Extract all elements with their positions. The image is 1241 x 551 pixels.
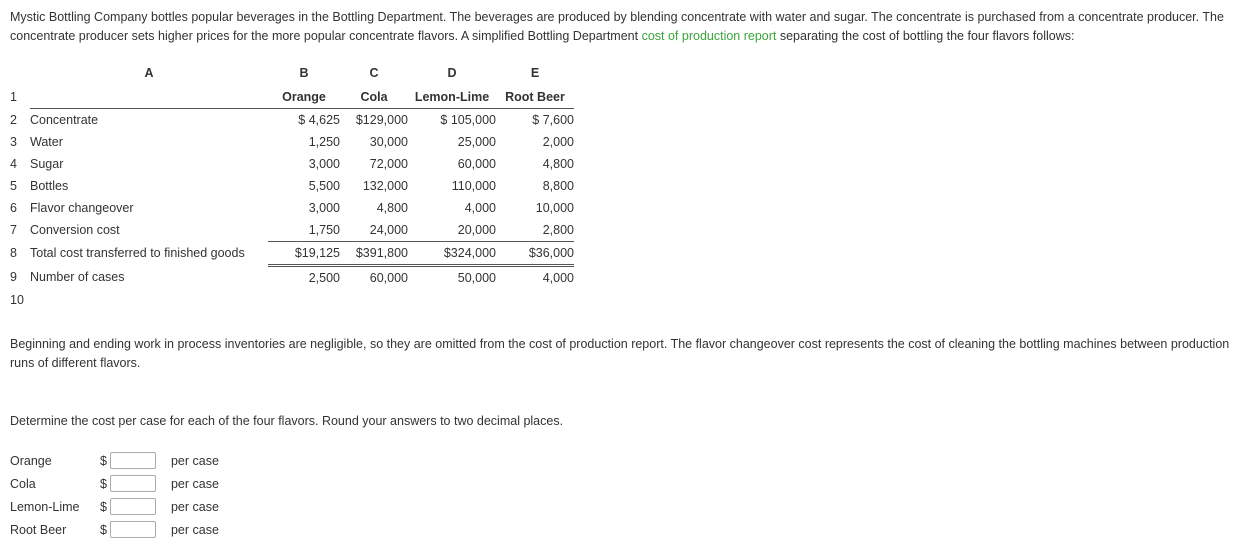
cell-label: Total cost transferred to finished goods [30,246,245,261]
cell-value: $19,125 [268,241,340,265]
row-number-cell: 2 [10,112,17,127]
cell-value: 10,000 [535,200,574,215]
row-number-cell: 8 [10,246,17,261]
orange-cost-input[interactable] [110,452,156,469]
cell-header-root-beer: Root Beer [496,86,574,109]
cell-value: 20,000 [408,219,496,242]
row-number-cell: 3 [10,134,17,149]
note-paragraph: Beginning and ending work in process inventories are negligible, so they are omitted from the cost of production report. The flavor changeover cost represents the cost of cleaning the bottling machines between production runs of different flavors. [10,336,1230,370]
cell-value: $ 4,625 [298,112,340,127]
cell-value [268,289,340,311]
answer-row-lemon-lime [10,495,1231,518]
flavor-label-root-beer: Root Beer [10,522,67,537]
cell-value: $ 105,000 [440,112,496,127]
cell-label: Bottles [30,178,69,193]
question-text: Determine the cost per case for each of the four flavors. Round your answers to two decimal places. [10,414,564,429]
column-letter-b: B [299,65,309,80]
table-row-conversion-cost [10,219,574,242]
cell-label: Sugar [30,156,64,171]
row-number-cell: 6 [10,200,17,215]
cell-value: 4,800 [542,156,574,171]
per-case-label: per case [170,453,219,468]
cell-value: 2,800 [496,219,574,242]
cell-value: 4,000 [464,200,496,215]
dollar-sign: $ [100,453,107,468]
cell-value: 72,000 [369,156,408,171]
cell-value: 110,000 [451,178,496,193]
dollar-sign: $ [100,499,107,514]
cell-value: $391,800 [340,241,408,265]
column-letter-a: A [144,65,154,80]
column-letter-c: C [369,65,379,80]
cell-value: 8,800 [542,178,574,193]
column-letter-e: E [530,65,540,80]
cell-value: 1,750 [268,219,340,242]
cell-value: 3,000 [308,156,340,171]
cell-value: 1,250 [308,134,340,149]
per-case-label: per case [170,476,219,491]
cell-value: 60,000 [457,156,496,171]
row-number-cell [10,62,30,86]
table-row-total-cost [10,241,574,265]
lemon-lime-cost-input[interactable] [110,498,156,515]
row-number-cell: 9 [10,270,17,284]
row-number-cell: 10 [10,292,24,307]
cost-of-production-report-link[interactable]: cost of production report [641,29,777,44]
cell-value: 24,000 [340,219,408,242]
cell-value: 132,000 [362,178,408,193]
cell-label: Flavor changeover [30,200,134,215]
cell-value: 30,000 [369,134,408,149]
column-letters-row [10,62,574,86]
intro-text-before-link: Mystic Bottling Company bottles popular beverages in the Bottling Department. The beverages are produced by blending concentrate with water and sugar. The concentrate is purchased from a concentrate producer. The concentrate producer sets higher prices for the more popular concentrate flavors. A simplified Bottling Department [10,10,1224,44]
table-row-bottles [10,175,574,197]
answer-section [10,449,1231,541]
cell-label: Concentrate [30,112,99,127]
cell-label: Water [30,134,63,149]
intro-text-after-link: separating the cost of bottling the four flavors follows: [776,29,1075,44]
dollar-sign: $ [100,522,107,537]
cell-label: Number of cases [30,270,125,284]
cost-of-production-table [10,62,574,311]
answer-row-root-beer [10,518,1231,541]
flavor-label-lemon-lime: Lemon-Lime [10,499,80,514]
cell-value: 50,000 [457,270,496,285]
root-beer-cost-input[interactable] [110,521,156,538]
cell-value: 4,800 [376,200,408,215]
cell-value: $ 7,600 [532,112,574,127]
flavor-label-orange: Orange [10,453,52,468]
table-row-water [10,131,574,153]
flavor-label-cola: Cola [10,476,36,491]
cell-value: $129,000 [355,112,408,127]
per-case-label: per case [170,522,219,537]
answer-row-orange [10,449,1231,472]
cell-value: 4,000 [542,270,574,285]
cell-header-lemon-lime: Lemon-Lime [408,86,496,109]
cell-label [30,289,268,311]
cell-value: $36,000 [496,241,574,265]
table-row-empty [10,289,574,311]
cola-cost-input[interactable] [110,475,156,492]
cell-value: 60,000 [369,270,408,285]
cell-value [496,289,574,311]
row-number-cell: 5 [10,178,17,193]
cell-value [408,289,496,311]
cell-value: 2,000 [542,134,574,149]
column-letter-d: D [447,65,457,80]
cell-value: 5,500 [308,178,340,193]
intro-paragraph [10,8,1231,47]
dollar-sign: $ [100,476,107,491]
row-number-cell: 1 [10,90,17,104]
cell-value [340,289,408,311]
cell-label [30,86,268,109]
table-row-sugar [10,153,574,175]
cell-value: $324,000 [408,241,496,265]
answer-row-cola [10,472,1231,495]
table-row-concentrate [10,108,574,131]
cell-value: 2,500 [308,270,340,285]
row-number-cell: 4 [10,156,17,171]
row-number-cell: 7 [10,223,17,237]
cell-value: 3,000 [308,200,340,215]
table-header-row [10,86,574,109]
cell-header-cola: Cola [340,86,408,109]
table-row-number-of-cases [10,265,574,289]
cell-value: 25,000 [457,134,496,149]
cell-header-orange: Orange [268,86,340,109]
per-case-label: per case [170,499,219,514]
table-row-flavor-changeover [10,197,574,219]
cell-label: Conversion cost [30,223,120,237]
